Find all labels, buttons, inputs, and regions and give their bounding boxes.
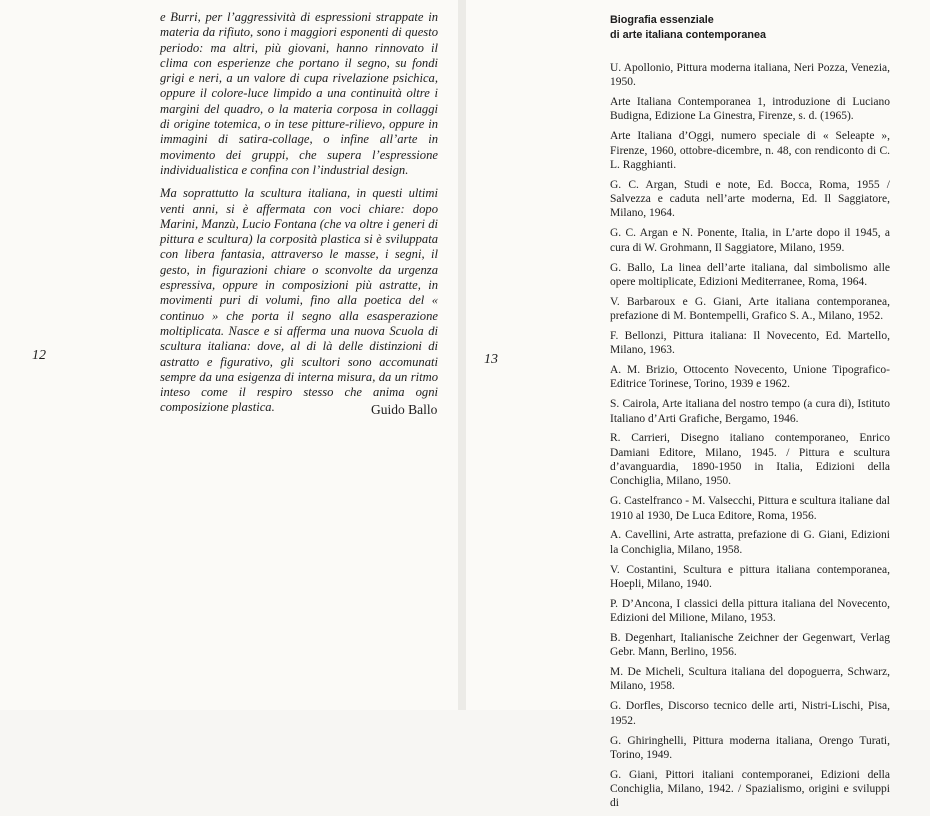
- bibliography-entry: V. Costantini, Scultura e pittura italiana contemporanea, Hoepli, Milano, 1940.: [610, 563, 890, 590]
- bibliography-entry: G. Ghiringhelli, Pittura moderna italiana, Orengo Turati, Torino, 1949.: [610, 734, 890, 761]
- bibliography-entry: R. Carrieri, Disegno italiano contemporaneo, Enrico Damiani Editore, Milano, 1945. / Pittura e scultura d’avanguardia, 1890-1950 in Italia, Edizioni della Conchiglia, Milano, 1950.: [610, 432, 890, 488]
- bibliography-entry: G. Castelfranco - M. Valsecchi, Pittura e scultura italiane dal 1910 al 1930, De Luca Editore, Roma, 1956.: [610, 495, 890, 522]
- page-number-right: 13: [484, 352, 498, 367]
- bibliography-entry: Arte Italiana Contemporanea 1, introduzione di Luciano Budigna, Edizione La Ginestra, Firenze, s. d. (1965).: [610, 96, 890, 123]
- bibliography-entry: G. Ballo, La linea dell’arte italiana, dal simbolismo alle opere moltiplicate, Edizioni Mediterranee, Roma, 1964.: [610, 261, 890, 288]
- bibliography-entry: M. De Micheli, Scultura italiana del dopoguerra, Schwarz, Milano, 1958.: [610, 666, 890, 693]
- bibliography-heading: [610, 13, 910, 42]
- bibliography-entry: V. Barbaroux e G. Giani, Arte italiana contemporanea, prefazione di M. Bontempelli, Grafico S. A., Milano, 1952.: [610, 295, 890, 323]
- bibliography-entry: U. Apollonio, Pittura moderna italiana, Neri Pozza, Venezia, 1950.: [610, 62, 890, 89]
- bibliography-entry: A. M. Brizio, Ottocento Novecento, Unione Tipografico-Editrice Torinese, Torino, 1939 e 1962.: [610, 364, 890, 391]
- page-number-left: 12: [32, 348, 46, 363]
- bibliography-entry: F. Bellonzi, Pittura italiana: Il Novecento, Ed. Martello, Milano, 1963.: [610, 329, 890, 357]
- bibliography-heading-line-2: di arte italiana contemporanea: [610, 28, 767, 41]
- bibliography-entry: G. Giani, Pittori italiani contemporanei, Edizioni della Conchiglia, Milano, 1942. / Spazialismo, origini e sviluppi di: [610, 768, 890, 810]
- essay-text: [160, 10, 438, 424]
- bibliography-entry: Arte Italiana d’Oggi, numero speciale di « Seleарte », Firenze, 1960, ottobre-dicembre, n. 48, con rendiconto di C. L. Ragghianti.: [610, 130, 890, 171]
- bibliography-heading-line-1: Biografia essenziale: [610, 14, 714, 26]
- left-page: [0, 0, 458, 710]
- bibliography-entry: A. Cavellini, Arte astratta, prefazione di G. Giani, Edizioni la Conchiglia, Milano, 1958.: [610, 529, 890, 556]
- author-signature: Guido Ballo: [371, 402, 438, 417]
- bibliography-entry: P. D’Ancona, I classici della pittura italiana del Novecento, Edizioni del Milione, Milano, 1953.: [610, 597, 890, 625]
- essay-paragraph-2: Ma soprattutto la scultura italiana, in questi ultimi venti anni, si è affermata con voci chiare: dopo Marini, Manzù, Lucio Fontana (che va oltre i generi di pittura e scultura) la corposità plastica si è sviluppata con libera fantasia, attraverso le masse, i segni, il gesto, in figurazioni chiare o sconvolte da urgenza espressiva, oppure in composizioni più astratte, in movimenti puri di volumi, fino alla poetica del « continuo » che porta il segno alla esasperazione moltiplicata. Nasce e si afferma una nuova Scuola di scultura italiana: dove, al di là delle distinzioni di astratto e figurativo, gli scultori sono accomunati sempre da una esigenza di interna misura, da un ritmo inteso come il respiro stesso che anima ogni composizione plastica.: [160, 186, 438, 415]
- bibliography-entry: G. C. Argan e N. Ponente, Italia, in L’arte dopo il 1945, a cura di W. Grohmann, Il Saggiatore, Milano, 1959.: [610, 227, 890, 254]
- bibliography-entry: B. Degenhart, Italianische Zeichner der Gegenwart, Verlag Gebr. Mann, Berlino, 1956.: [610, 632, 890, 659]
- bibliography-list: [610, 61, 890, 816]
- book-gutter: [458, 0, 466, 710]
- right-page: [466, 0, 930, 810]
- essay-paragraph-1: e Burri, per l’aggressività di espressioni strappate in materia da rifiuto, sono i maggiori esponenti di questo periodo: ma altri, più giovani, hanno rinnovato il clima con esperienze che portano il segno, su fondi grigi e neri, a un valore di cupa rivelazione psichica, oppure il colore-luce limpido a una continuità oltre i margini del quadro, o la materia corposa in collaggi di origine totemica, o in tese pitture-rilievo, oppure in immagini di satira-collage, o infine all’arte in movimento dei gruppi, che supera l’espressione individualistica e confina con l’industrial design.: [160, 10, 438, 177]
- bibliography-entry: S. Cairola, Arte italiana del nostro tempo (a cura di), Istituto Italiano d’Arti Grafiche, Bergamo, 1946.: [610, 398, 890, 425]
- bibliography-entry: G. Dorfles, Discorso tecnico delle arti, Nistri-Lischi, Pisa, 1952.: [610, 700, 890, 727]
- bibliography-entry: G. C. Argan, Studi e note, Ed. Bocca, Roma, 1955 / Salvezza e caduta nell’arte moderna, Ed. Il Saggiatore, Milano, 1964.: [610, 178, 890, 220]
